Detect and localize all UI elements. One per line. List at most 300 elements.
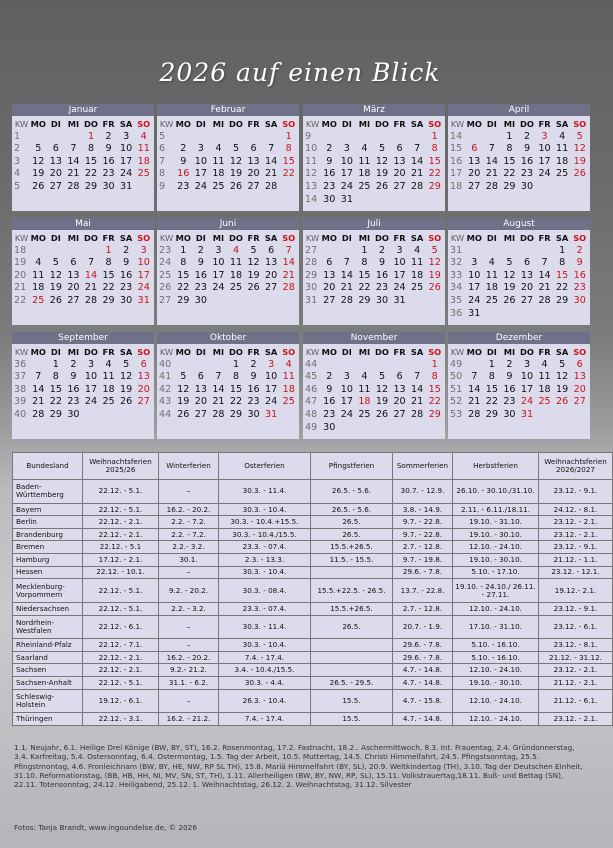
day-cell: 17 (265, 383, 278, 395)
day-cell (356, 422, 373, 435)
day-cell: 11 (485, 269, 498, 281)
day-cell: 13 (49, 155, 62, 167)
day-cell: 15 (428, 383, 441, 395)
day-cell: 17 (468, 282, 481, 294)
holiday-range: 22.12. - 5.1. (83, 579, 159, 603)
day-cell: 29 (358, 294, 371, 306)
day-cell: 27 (573, 396, 586, 408)
week-number: 32 (450, 257, 463, 269)
day-cell (536, 181, 553, 194)
day-cell: 10 (120, 143, 133, 155)
table-row (13, 554, 613, 567)
weekday-label: DI (50, 233, 61, 243)
weekday-label: DO (375, 119, 389, 129)
holiday-range: 9.2.- 21.2. (159, 664, 219, 677)
day-cell: 1 (105, 244, 112, 256)
weekday-label: SA (410, 233, 424, 243)
day-cell: 13 (573, 371, 586, 383)
weekday-label: DI (486, 233, 497, 243)
day-cell: 23 (67, 396, 80, 408)
day-cell: 4 (559, 130, 566, 142)
day-cell: 10 (84, 371, 98, 383)
month-name: November (303, 332, 445, 344)
day-cell: 27 (265, 282, 278, 294)
day-cell (228, 131, 245, 144)
holiday-range: 4.7. - 14.8. (393, 713, 453, 726)
day-cell: 24 (137, 282, 150, 294)
day-cell (519, 308, 536, 321)
day-cell (426, 194, 443, 207)
day-cell: 25 (358, 408, 371, 420)
holiday-range: 22.12. - 2.1. (83, 528, 159, 541)
day-cell: 24 (84, 396, 98, 408)
day-cell: 6 (70, 257, 77, 269)
day-cell: 22 (102, 282, 115, 294)
day-cell: 26 (120, 396, 133, 408)
holiday-range: 19.12.- 2.1. (539, 579, 613, 603)
holiday-range: 23.3. - 07.4. (219, 602, 311, 615)
day-cell: 4 (35, 257, 42, 269)
day-cell: 27 (49, 180, 62, 192)
day-cell: 12 (229, 155, 243, 167)
weekday-label: DI (486, 347, 497, 357)
weekday-label: FR (393, 233, 406, 243)
day-cell: 23 (194, 282, 207, 294)
week-number: 8 (159, 168, 166, 180)
day-cell: 11 (538, 371, 551, 383)
day-cell: 7 (268, 143, 275, 155)
day-cell: 24 (393, 282, 406, 294)
day-cell (263, 131, 280, 144)
day-cell: 29 (102, 294, 115, 306)
day-cell: 10 (137, 257, 150, 269)
day-cell: 26 (229, 180, 243, 192)
day-cell: 31 (468, 307, 481, 319)
holiday-range: 23.12. - 9.1. (539, 602, 613, 615)
weekday-label: SO (137, 119, 151, 129)
holiday-range: 3.8. - 14.9. (393, 503, 453, 516)
column-header: Osterferien (219, 453, 311, 480)
day-cell: 1 (431, 130, 438, 142)
day-cell (356, 131, 373, 144)
holiday-range: 19.10. - 31.10. (453, 516, 539, 529)
weekday-label: DO (520, 119, 534, 129)
month-days (303, 344, 445, 434)
weekday-label: MO (30, 347, 46, 357)
day-cell: 26 (247, 282, 260, 294)
weekday-label: DO (520, 233, 534, 243)
day-cell: 19 (229, 168, 243, 180)
day-cell: 18 (32, 282, 45, 294)
day-cell: 16 (375, 269, 389, 281)
day-cell: 19 (375, 396, 389, 408)
day-cell: 1 (506, 130, 513, 142)
day-cell: 24 (520, 396, 534, 408)
day-cell (571, 409, 588, 422)
day-cell: 23 (503, 396, 516, 408)
holiday-range: 26.3. - 10.4. (219, 689, 311, 713)
day-cell: 22 (229, 396, 243, 408)
day-cell: 7 (414, 371, 421, 383)
column-header: Pfingstferien (311, 453, 393, 480)
month-6 (157, 218, 299, 325)
day-cell: 3 (396, 244, 403, 256)
day-cell: 6 (52, 143, 59, 155)
day-cell: 27 (67, 294, 80, 306)
week-number: 27 (159, 294, 172, 306)
month-days (303, 230, 445, 308)
day-cell: 23 (520, 168, 534, 180)
day-cell: 17 (340, 396, 353, 408)
month-name: August (448, 218, 590, 230)
day-cell: 13 (247, 155, 260, 167)
holiday-range: 12.10. - 24.10. (453, 689, 539, 713)
weekday-label: FR (538, 347, 551, 357)
day-cell: 20 (520, 282, 534, 294)
day-cell: 25 (358, 180, 371, 192)
day-cell: 18 (538, 383, 551, 395)
weekday-label: SA (410, 347, 424, 357)
week-number: 23 (159, 244, 172, 256)
day-cell: 5 (123, 358, 130, 370)
day-cell (135, 409, 152, 422)
day-cell: 2 (523, 130, 531, 142)
day-cell (30, 245, 47, 258)
weekday-label: SA (119, 119, 133, 129)
holiday-range: 26.5. - 5.6. (311, 480, 393, 504)
day-cell: 6 (523, 257, 531, 269)
weekday-label: MO (175, 233, 191, 243)
week-number: 14 (305, 193, 318, 205)
day-cell: 6 (197, 371, 204, 383)
day-cell: 19 (428, 269, 441, 281)
state-name: Niedersachsen (13, 602, 83, 615)
day-cell (356, 359, 373, 372)
week-number: 31 (450, 244, 463, 256)
weekday-label: SO (137, 233, 151, 243)
holiday-range: 30.3. - 10.4./15.5. (219, 528, 311, 541)
day-cell: 10 (340, 383, 353, 395)
day-cell: 11 (137, 143, 150, 155)
week-number: 12 (305, 168, 318, 180)
month-name: Juni (157, 218, 299, 230)
day-cell: 16 (247, 383, 260, 395)
day-cell: 14 (32, 383, 45, 395)
day-cell: 16 (520, 155, 534, 167)
day-cell: 3 (523, 358, 531, 370)
day-cell: 26 (375, 408, 389, 420)
day-cell (210, 131, 227, 144)
state-name: Rheinland-Pfalz (13, 639, 83, 652)
day-cell: 3 (197, 143, 204, 155)
day-cell: 25 (282, 396, 295, 408)
day-cell: 22 (556, 282, 569, 294)
weekday-label: SA (119, 233, 133, 243)
day-cell (484, 308, 501, 321)
day-cell: 13 (468, 155, 481, 167)
day-cell: 10 (194, 155, 207, 167)
day-cell: 8 (232, 371, 240, 383)
holiday-range: 22.12. - 6.1. (83, 615, 159, 639)
holiday-range: – (159, 566, 219, 579)
week-number: 36 (450, 307, 463, 319)
weekday-label: SO (137, 347, 151, 357)
day-cell: 1 (232, 358, 240, 370)
day-cell: 18 (229, 269, 243, 281)
month-7 (303, 218, 445, 325)
weekday-label: MI (358, 347, 371, 357)
day-cell (554, 181, 571, 194)
week-number: 11 (305, 155, 318, 167)
day-cell: 22 (177, 282, 190, 294)
weekday-label: FR (247, 233, 260, 243)
day-cell: 26 (556, 396, 569, 408)
table-row (13, 713, 613, 726)
day-cell: 13 (393, 383, 406, 395)
day-cell: 22 (84, 168, 98, 180)
weekday-label: KW (159, 347, 174, 357)
holiday-range: 2.3. - 13.3. (219, 554, 311, 567)
day-cell: 5 (559, 358, 566, 370)
day-cell: 13 (265, 257, 278, 269)
weekday-label: MO (30, 233, 46, 243)
state-name: Hessen (13, 566, 83, 579)
day-cell: 30 (194, 294, 207, 306)
day-cell: 15 (49, 383, 62, 395)
day-cell: 27 (247, 180, 260, 192)
day-cell: 1 (180, 244, 187, 256)
day-cell (339, 245, 356, 258)
holiday-notes: 1.1. Neujahr, 6.1. Heilige Drei Könige (BW, BY, ST), 16.2. Rosenmontag, 17.2. Fastnacht, 18.2.. Aschermittwoch, 8.3. Int. Frauentag, 2.4. Gründonnerstag, 3.4. Karfreitag, 5.4. Ostersonntag, 6.4. Ostermontag, 1.5. Tag der Arbeit, 10.5. Muttertag, 14.5. Christi Himmelfahrt, 24.5. Pfingstsonntag, 25.5. Pfingstmontag, 4.6. Fronleichnam (BW, BY, HE, NW, RP SL TH), 15.8. Mariä Himmelfahrt (BY, SL), 20.9. Weltkindertag (TH), 3.10. Tag der Deutschen Einheit, 31.10. Reformationstag, (BB, HB, HH, NI, MV, SN, ST, TH), 1.11. Allerheiligen (BW, BY, NW, RP, SL), 15.11. Volkstrauertag,18.11. Buß- und Bettag (SN), 22.11. Totensonntag, 24.12. Heiligabend, 25.12. 1. Weihnachtstag, 26.12. 2. Weihnachtstag, 31.12. Silvester (14, 743, 583, 790)
day-cell: 31 (340, 193, 353, 205)
day-cell: 19 (375, 168, 389, 180)
holiday-range: – (159, 615, 219, 639)
day-cell: 6 (326, 257, 333, 269)
week-number: 47 (305, 396, 318, 408)
day-cell: 18 (358, 168, 371, 180)
holiday-range: 30.3. - 08.4. (219, 579, 311, 603)
holiday-range: 21.12. - 31.12. (539, 651, 613, 664)
weekday-label: KW (14, 347, 29, 357)
holiday-range: 23.12. - 6.1. (539, 615, 613, 639)
day-cell: 19 (503, 282, 516, 294)
day-cell: 11 (358, 383, 371, 395)
day-cell: 3 (268, 358, 275, 370)
day-cell: 28 (265, 180, 278, 192)
day-cell: 30 (247, 408, 260, 420)
weekday-label: SO (573, 119, 587, 129)
holiday-range: 11.5. - 15.5. (311, 554, 393, 567)
weekday-label: SA (410, 119, 424, 129)
holiday-range: 9.7. - 22.8. (393, 528, 453, 541)
day-cell: 16 (323, 396, 336, 408)
day-cell: 2 (123, 244, 130, 256)
day-cell (210, 359, 227, 372)
weekday-label: DI (50, 347, 61, 357)
week-number: 40 (159, 358, 172, 370)
weekday-label: MI (358, 119, 371, 129)
day-cell: 9 (197, 257, 204, 269)
day-cell: 11 (556, 143, 569, 155)
day-cell: 11 (32, 269, 45, 281)
weekday-label: MI (358, 233, 371, 243)
holiday-range: 22.12. - 5.1. (83, 503, 159, 516)
weekday-label: MI (503, 233, 516, 243)
weekday-label: KW (305, 119, 320, 129)
day-cell (339, 422, 356, 435)
day-cell: 12 (247, 257, 260, 269)
week-number: 2 (14, 143, 21, 155)
day-cell: 31 (137, 294, 150, 306)
day-cell: 4 (140, 130, 147, 142)
holiday-range: 30.3. - 11.4. (219, 480, 311, 504)
day-cell: 6 (396, 371, 403, 383)
weekday-label: MO (321, 119, 337, 129)
weekday-label: MO (466, 119, 482, 129)
weekday-label: MI (212, 347, 225, 357)
column-header: Herbstferien (453, 453, 539, 480)
day-cell: 1 (285, 130, 292, 142)
weekday-label: DO (375, 233, 389, 243)
day-cell: 9 (326, 155, 333, 167)
day-cell: 13 (323, 269, 336, 281)
day-cell: 6 (268, 244, 275, 256)
day-cell: 8 (105, 257, 112, 269)
day-cell: 23 (573, 282, 586, 294)
day-cell: 20 (194, 396, 207, 408)
day-cell: 28 (84, 294, 98, 306)
holiday-range: 9.7. - 22.8. (393, 516, 453, 529)
day-cell: 14 (340, 269, 353, 281)
day-cell (536, 245, 553, 258)
day-cell: 4 (361, 371, 368, 383)
day-cell: 14 (485, 155, 498, 167)
day-cell: 11 (212, 155, 225, 167)
day-cell: 7 (414, 143, 421, 155)
day-cell: 13 (194, 383, 207, 395)
day-cell: 5 (250, 244, 257, 256)
day-cell: 28 (468, 408, 481, 420)
day-cell: 14 (67, 155, 80, 167)
holiday-range: 26.5. (311, 516, 393, 529)
weekday-label: SO (428, 119, 442, 129)
day-cell: 15 (358, 269, 371, 281)
day-cell: 21 (485, 168, 498, 180)
week-number: 19 (14, 257, 27, 269)
day-cell: 9 (506, 371, 513, 383)
state-name: Bremen (13, 541, 83, 554)
month-name: Februar (157, 104, 299, 116)
day-cell: 18 (102, 383, 115, 395)
weekday-label: SA (264, 233, 278, 243)
holiday-range: 23.12. - 9.1. (539, 541, 613, 554)
week-number: 43 (159, 396, 172, 408)
weekday-label: FR (538, 233, 551, 243)
day-cell: 8 (52, 371, 59, 383)
day-cell: 12 (32, 155, 45, 167)
day-cell: 10 (340, 155, 353, 167)
day-cell: 24 (194, 180, 207, 192)
weekday-label: FR (247, 347, 260, 357)
day-cell: 5 (378, 371, 386, 383)
day-cell: 17 (194, 168, 207, 180)
day-cell (409, 359, 426, 372)
day-cell (321, 245, 338, 258)
day-cell: 18 (212, 168, 225, 180)
page-title: 2026 auf einen Blick (159, 58, 441, 87)
month-1 (12, 104, 154, 211)
weekday-label: KW (450, 233, 465, 243)
weekday-label: FR (247, 119, 260, 129)
week-number: 40 (14, 408, 27, 420)
week-number: 26 (159, 282, 172, 294)
weekday-label: DI (195, 347, 206, 357)
day-cell (193, 131, 210, 144)
holiday-range: 12.10. - 24.10. (453, 602, 539, 615)
week-number: 7 (159, 155, 166, 167)
week-number: 36 (14, 358, 27, 370)
table-row (13, 566, 613, 579)
day-cell: 25 (137, 168, 150, 180)
day-cell: 8 (559, 257, 566, 269)
weekday-label: DO (375, 347, 389, 357)
month-8 (448, 218, 590, 325)
holiday-range: 30.3. - 10.4. (219, 503, 311, 516)
holiday-range: 26.5. (311, 615, 393, 639)
holiday-range (311, 639, 393, 652)
day-cell: 29 (177, 294, 190, 306)
day-cell (409, 194, 426, 207)
day-cell: 5 (232, 143, 240, 155)
weekday-label: DI (50, 119, 61, 129)
week-number: 9 (159, 180, 166, 192)
day-cell: 15 (229, 383, 243, 395)
day-cell: 1 (431, 358, 438, 370)
month-days (157, 344, 299, 422)
holiday-range: 22.12. - 5.1. (83, 480, 159, 504)
state-name: Saarland (13, 651, 83, 664)
week-number: 21 (14, 282, 27, 294)
day-cell: 29 (229, 408, 243, 420)
day-cell: 9 (250, 371, 257, 383)
holiday-range: 3.4. - 10.4./15.5. (219, 664, 311, 677)
day-cell: 3 (541, 130, 548, 142)
day-cell: 19 (49, 282, 62, 294)
day-cell: 2 (250, 358, 257, 370)
week-number: 29 (305, 269, 318, 281)
day-cell: 3 (123, 130, 130, 142)
holiday-range: 22.12. - 2.1. (83, 651, 159, 664)
weekday-label: DO (520, 347, 534, 357)
day-cell: 6 (471, 143, 478, 155)
day-cell (391, 131, 408, 144)
holiday-range: 21.12. - 6.1. (539, 689, 613, 713)
day-cell: 25 (485, 294, 498, 306)
day-cell: 1 (559, 244, 566, 256)
day-cell: 28 (538, 294, 551, 306)
day-cell: 5 (378, 143, 386, 155)
week-number: 49 (305, 421, 318, 433)
day-cell: 5 (431, 244, 438, 256)
weekday-label: SA (119, 347, 133, 357)
week-number: 37 (14, 371, 27, 383)
day-cell: 29 (428, 408, 441, 420)
day-cell: 20 (247, 168, 260, 180)
day-cell: 21 (282, 269, 295, 281)
day-cell (391, 359, 408, 372)
day-cell (426, 422, 443, 435)
holiday-range: 19.12. - 6.1. (83, 689, 159, 713)
